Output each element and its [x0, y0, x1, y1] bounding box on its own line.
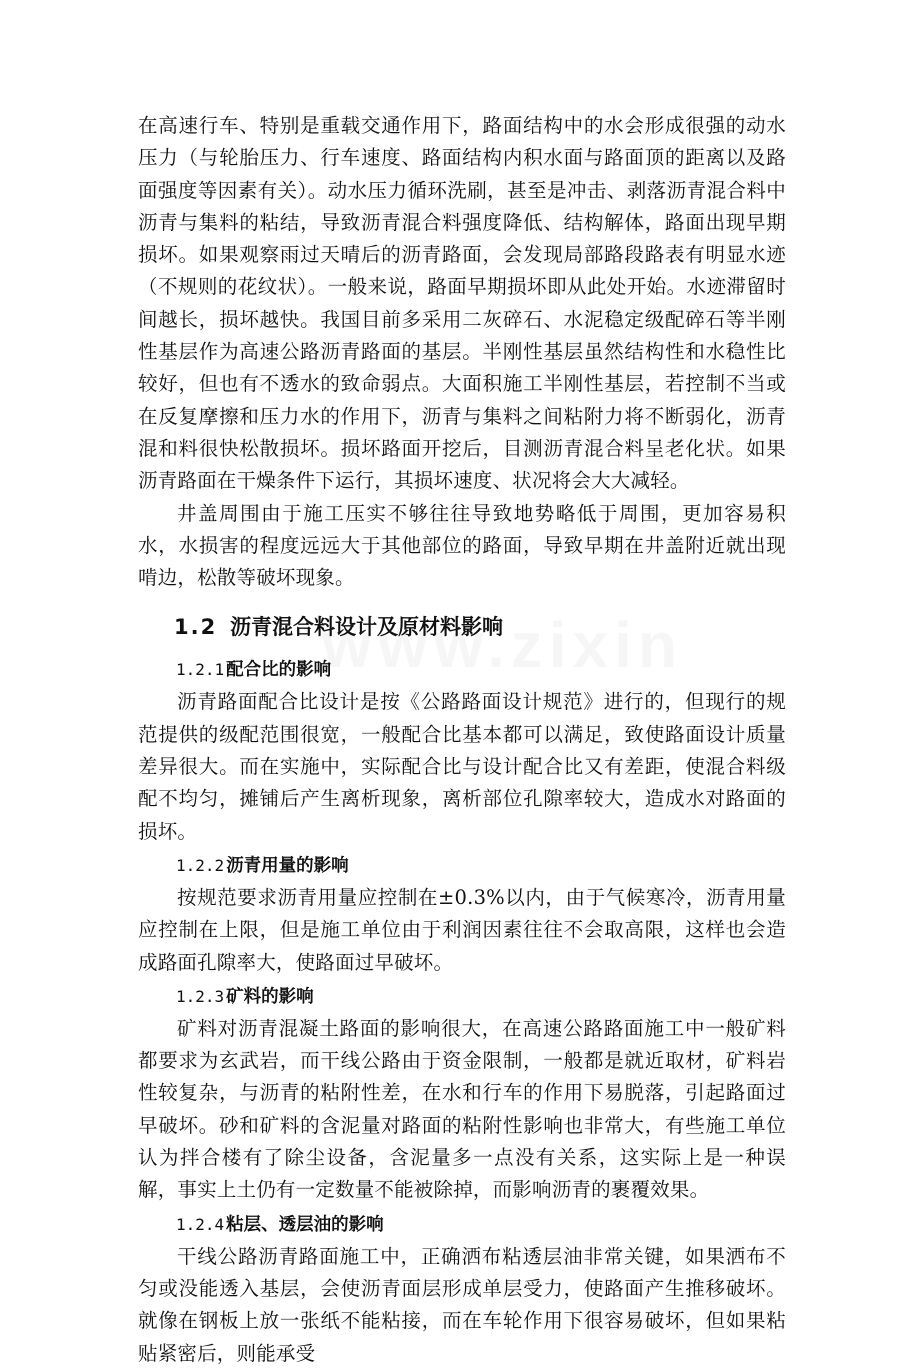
section-heading	[138, 612, 786, 642]
subsection-number: 1.2.4	[176, 1214, 225, 1234]
document-body	[138, 110, 786, 1370]
subsection-number: 1.2.2	[176, 855, 225, 875]
subsection-heading	[138, 981, 786, 1013]
paragraph: 矿料对沥青混凝土路面的影响很大，在高速公路路面施工中一般矿料都要求为玄武岩，而干线公路由于资金限制，一般都是就近取材，矿料岩性较复杂，与沥青的粘附性差，在水和行车的作用下易脱落，引起路面过早破坏。砂和矿料的含泥量对路面的粘附性影响也非常大，有些施工单位认为拌合楼有了除尘设备，含泥量多一点没有关系，这实际上是一种误解，事实上土仍有一定数量不能被除掉，而影响沥青的裹覆效果。	[138, 1016, 786, 1202]
subsection-title: 矿料的影响	[226, 986, 314, 1007]
subsection-title: 沥青用量的影响	[226, 855, 349, 876]
paragraph: 干线公路沥青路面施工中，正确洒布粘透层油非常关键，如果洒布不匀或没能透入基层，会使沥青面层形成单层受力，使路面产生推移破坏。就像在钢板上放一张纸不能粘接，而在车轮作用下很容易破坏，但如果粘贴紧密后，则能承受	[138, 1244, 786, 1365]
subsection-heading	[138, 1209, 786, 1241]
subsection-heading	[138, 850, 786, 882]
paragraph: 沥青路面配合比设计是按《公路路面设计规范》进行的，但现行的规范提供的级配范围很宽，一般配合比基本都可以满足，致使路面设计质量差异很大。而在实施中，实际配合比与设计配合比又有差距，使混合料级配不均匀，摊铺后产生离析现象，离析部位孔隙率较大，造成水对路面的损坏。	[138, 690, 786, 843]
subsection-number: 1.2.3	[176, 986, 225, 1006]
section-title: 沥青混合料设计及原材料影响	[230, 615, 503, 640]
subsection-title: 粘层、透层油的影响	[226, 1214, 384, 1235]
paragraph: 在高速行车、特别是重载交通作用下，路面结构中的水会形成很强的动水压力（与轮胎压力、行车速度、路面结构内积水面与路面顶的距离以及路面强度等因素有关）。动水压力循环洗刷，甚至是冲击、剥落沥青混合料中沥青与集料的粘结，导致沥青混合料强度降低、结构解体，路面出现早期损坏。如果观察雨过天晴后的沥青路面，会发现局部路段路表有明显水迹（不规则的花纹状）。一般来说，路面早期损坏即从此处开始。水迹滞留时间越长，损坏越快。我国目前多采用二灰碎石、水泥稳定级配碎石等半刚性基层作为高速公路沥青路面的基层。半刚性基层虽然结构性和水稳性比较好，但也有不透水的致命弱点。大面积施工半刚性基层，若控制不当或在反复摩擦和压力水的作用下，沥青与集料之间粘附力将不断弱化，沥青混和料很快松散损坏。损坏路面开挖后，目测沥青混合料呈老化状。如果沥青路面在干燥条件下运行，其损坏速度、状况将会大大减轻。	[138, 114, 786, 493]
subsection-heading	[138, 654, 786, 686]
paragraph: 井盖周围由于施工压实不够往往导致地势略低于周围，更加容易积水，水损害的程度远远大于其他部位的路面，导致早期在井盖附近就出现啃边，松散等破坏现象。	[138, 501, 786, 590]
section-number: 1.2	[174, 615, 218, 640]
paragraph: 按规范要求沥青用量应控制在±0.3%以内，由于气候寒冷，沥青用量应控制在上限，但是施工单位由于利润因素往往不会取高限，这样也会造成路面孔隙率大，使路面过早破坏。	[138, 885, 786, 974]
subsection-number: 1.2.1	[176, 660, 225, 680]
subsection-title: 配合比的影响	[226, 660, 332, 681]
